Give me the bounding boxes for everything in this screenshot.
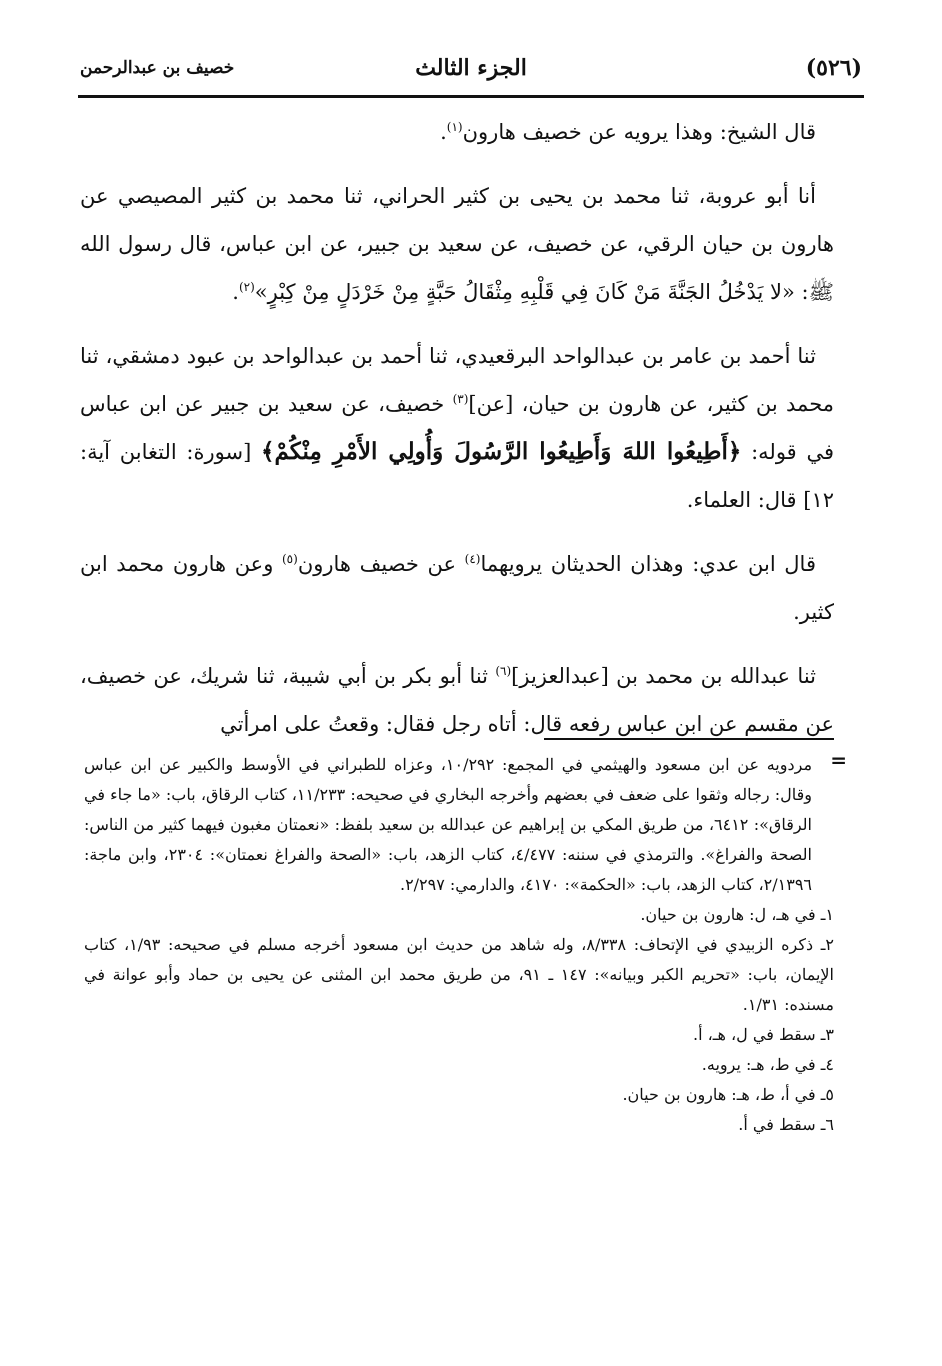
footnote-ref-1: (١): [446, 120, 463, 134]
page-number: (٥٢٦): [805, 55, 862, 81]
footnote-6: ٦ـ سقط في أ.: [738, 1115, 834, 1134]
paragraph-1: قال الشيخ: وهذا يرويه عن خصيف هارون$^{(١)}$.: [440, 120, 816, 144]
footnote-ref-3: (٣): [452, 392, 469, 406]
part-title: الجزء الثالث: [415, 55, 527, 81]
footnote-ref-2: (٢): [238, 280, 255, 294]
quran-verse: ﴿أَطِيعُوا اللهَ وَأَطِيعُوا الرَّسُولَ وَأُولِي الأَمْرِ مِنْكُمْ﴾: [261, 438, 742, 465]
footnote-3: ٣ـ سقط في ل، هـ، أ.: [693, 1025, 834, 1044]
footnote-ref-6: (٦): [495, 664, 512, 678]
footnote-4: ٤ـ في ط، هـ: يرويه.: [701, 1055, 834, 1074]
footnote-ref-4: (٤): [464, 552, 481, 566]
footnote-ref-5: (٥): [281, 552, 298, 566]
header-rule: [78, 95, 864, 98]
main-text: [80, 108, 834, 764]
footnote-5: ٥ـ في أ، ط، هـ: هارون بن حيان.: [622, 1085, 834, 1104]
running-title: خصيف بن عبدالرحمن: [80, 58, 235, 78]
footnotes: [84, 750, 834, 1140]
continuation-marker: =: [830, 748, 847, 772]
footnote-1: ١ـ في هـ، ل: هارون بن حيان.: [640, 905, 834, 924]
page-header: [80, 48, 862, 88]
footnote-divider: [544, 738, 834, 740]
footnote-2: ٢ـ ذكره الزبيدي في الإتحاف: ٨/٣٣٨، وله شاهد من حديث ابن مسعود أخرجه مسلم في صحيحه: ١/٩٣، كتاب الإيمان، باب: «تحريم الكبر وبيانه»: ١٤٧ ـ ٩١، من طريق محمد ابن المثنى عن يحيى بن حماد وأبو عوانة في مسنده: ١/٣١.: [84, 935, 834, 1014]
paragraph-5: ثنا عبدالله بن محمد بن [عبدالعزيز]$^{(٦)}$ ثنا أبو بكر بن أبي شيبة، ثنا شريك، عن خصيف، عن مقسم عن ابن عباس رفعه قال: أتاه رجل فقال: وقعتُ على امرأتي: [80, 664, 834, 736]
paragraph-4: قال ابن عدي: وهذان الحديثان يرويهما$^{(٤)}$ عن خصيف هارون$^{(٥)}$ وعن هارون محمد ابن كثير.: [80, 552, 834, 624]
paragraph-2: أنا أبو عروبة، ثنا محمد بن يحيى بن كثير الحراني، ثنا محمد بن كثير المصيصي عن هارون بن حيان الرقي، عن خصيف، عن سعيد بن جبير، عن ابن عباس، قال رسول الله ﷺ: «لا يَدْخُلُ الجَنَّةَ مَنْ كَانَ فِي قَلْبِهِ مِثْقَالُ حَبَّةٍ مِنْ خَرْدَلٍ مِنْ كِبْرٍ»$^{(٢)}$.: [80, 184, 834, 304]
paragraph-3: ثنا أحمد بن عامر بن عبدالواحد البرقعيدي، ثنا أحمد بن عبدالواحد بن عبود دمشقي، ثنا محمد بن كثير، عن هارون بن حيان، [عن]$^{(٣)}$ خصيف، عن سعيد بن جبير عن ابن عباس في قوله: ﴿أَطِيعُوا اللهَ وَأَطِيعُوا الرَّسُولَ وَأُولِي الأَمْرِ مِنْكُمْ﴾ [سورة: التغابن آية: ١٢] قال: العلماء.: [80, 344, 834, 512]
footnote-continuation: مردويه عن ابن مسعود والهيثمي في المجمع: ١٠/٢٩٢، وعزاه للطبراني في الأوسط والكبير عن ابن عباس وقال: رجاله وثقوا على ضعف في بعضهم وأخرجه البخاري في صحيحه: ١١/٢٣٣، كتاب الرقاق، باب: «ما جاء في الرقاق»: ٦٤١٢، من طريق المكي بن إبراهيم عن عبدالله بن سعيد بلفظ: «نعمتان مغبون فيهما كثير من الناس: الصحة والفراغ». والترمذي في سننه: ٤/٤٧٧، كتاب الزهد، باب: «الصحة والفراغ نعمتان»: ٢٣٠٤، وابن ماجة: ٢/١٣٩٦، كتاب الزهد، باب: «الحكمة»: ٤١٧٠، والدارمي: ٢/٢٩٧.: [84, 755, 813, 894]
